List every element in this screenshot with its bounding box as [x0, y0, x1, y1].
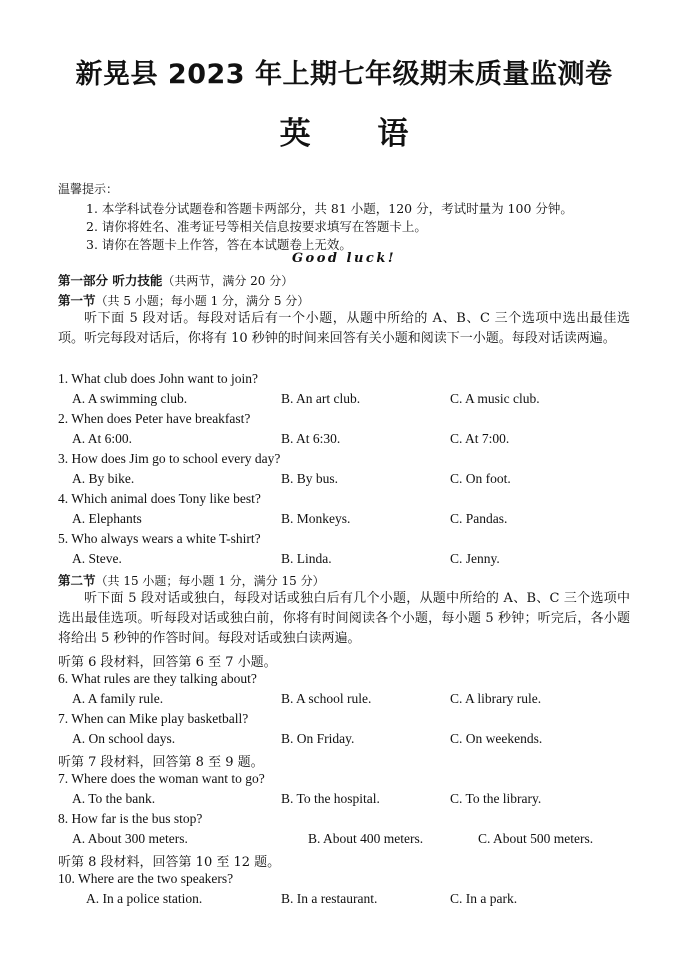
option-b: B. Linda.	[281, 551, 332, 566]
question-stem: 4. Which animal does Tony like best?	[58, 491, 261, 506]
option-b: B. A school rule.	[281, 691, 372, 706]
part1-heading-title: 第一部分 听力技能	[58, 273, 163, 288]
option-a: A. At 6:00.	[72, 431, 133, 446]
option-b: B. An art club.	[281, 391, 361, 406]
option-a: A. On school days.	[72, 731, 176, 746]
option-b: B. By bus.	[281, 471, 339, 486]
question-stem: 6. What rules are they talking about?	[58, 671, 257, 686]
option-a: A. Steve.	[72, 551, 122, 566]
option-a: A. About 300 meters.	[72, 831, 188, 846]
option-b: B. On Friday.	[281, 731, 355, 746]
option-a: A. Elephants	[72, 511, 142, 526]
section1-instruction: 听下面 5 段对话。每段对话后有一个小题，从题中所给的 A、B、C 三个选项中选出最佳选项。听完每段对话后，你将有 10 秒钟的时间来回答有关小题和阅读下一小题。每段对话读两遍。	[58, 311, 630, 346]
section2-heading	[58, 571, 325, 589]
option-c: C. Pandas.	[450, 511, 508, 526]
option-a: A. In a police station.	[86, 891, 203, 906]
option-c: C. On weekends.	[450, 731, 543, 746]
section2-instruction: 听下面 5 段对话或独白，每段对话或独白后有几个小题，从题中所给的 A、B、C 三个选项中选出最佳选项。听每段对话或独白前，你将有时间阅读各个小题，每小题 5 秒钟；听完后，各小题将给出 5 秒钟的作答时间。每段对话或独白读两遍。	[58, 591, 630, 646]
option-c: C. At 7:00.	[450, 431, 510, 446]
option-b: B. Monkeys.	[281, 511, 351, 526]
material-note: 听第 7 段材料，回答第 8 至 9 题。	[58, 755, 264, 770]
good-luck-text: Good luck!	[291, 251, 397, 266]
section2-heading-title: 第二节	[58, 573, 96, 588]
tips-heading: 温馨提示：	[58, 182, 119, 196]
option-c: C. In a park.	[450, 891, 518, 906]
exam-title: 新晃县 2023 年上期七年级期末质量监测卷	[75, 59, 613, 90]
question-stem: 5. Who always wears a white T-shirt?	[58, 531, 261, 546]
question-stem: 3. How does Jim go to school every day?	[58, 451, 281, 466]
question-stem: 10. Where are the two speakers?	[58, 871, 234, 886]
option-c: C. A library rule.	[450, 691, 542, 706]
material-note: 听第 8 段材料，回答第 10 至 12 题。	[58, 855, 281, 870]
material-note: 听第 6 段材料，回答第 6 至 7 小题。	[58, 655, 277, 670]
option-a: A. A family rule.	[72, 691, 164, 706]
section2-heading-note: （共 15 小题；每小题 1 分，满分 15 分）	[95, 574, 325, 588]
option-b: B. At 6:30.	[281, 431, 341, 446]
section1-heading-note: （共 5 小题；每小题 1 分，满分 5 分）	[95, 294, 310, 308]
option-b: B. To the hospital.	[281, 791, 380, 806]
question-stem: 7. Where does the woman want to go?	[58, 771, 265, 786]
option-a: A. By bike.	[72, 471, 135, 486]
option-c: C. Jenny.	[450, 551, 500, 566]
option-a: A. A swimming club.	[72, 391, 188, 406]
question-stem: 7. When can Mike play basketball?	[58, 711, 249, 726]
option-b: B. In a restaurant.	[281, 891, 378, 906]
part1-heading-note: （共两节，满分 20 分）	[162, 274, 294, 288]
tip-item: 1. 本学科试卷分试题卷和答题卡两部分，共 81 小题，120 分，考试时量为 100 分钟。	[86, 201, 573, 216]
question-stem: 8. How far is the bus stop?	[58, 811, 203, 826]
section1-heading-title: 第一节	[58, 293, 96, 308]
option-c: C. On foot.	[450, 471, 511, 486]
part1-heading	[58, 271, 293, 289]
tip-item: 3. 请你在答题卡上作答，答在本试题卷上无效。	[86, 237, 352, 252]
option-c: C. To the library.	[450, 791, 542, 806]
section1-heading	[58, 291, 309, 309]
option-b: B. About 400 meters.	[308, 831, 424, 846]
option-c: C. About 500 meters.	[478, 831, 594, 846]
option-c: C. A music club.	[450, 391, 540, 406]
option-a: A. To the bank.	[72, 791, 156, 806]
tip-item: 2. 请你将姓名、准考证号等相关信息按要求填写在答题卡上。	[86, 219, 427, 234]
question-stem: 1. What club does John want to join?	[58, 371, 258, 386]
subject-title: 英 语	[279, 116, 437, 152]
question-stem: 2. When does Peter have breakfast?	[58, 411, 251, 426]
